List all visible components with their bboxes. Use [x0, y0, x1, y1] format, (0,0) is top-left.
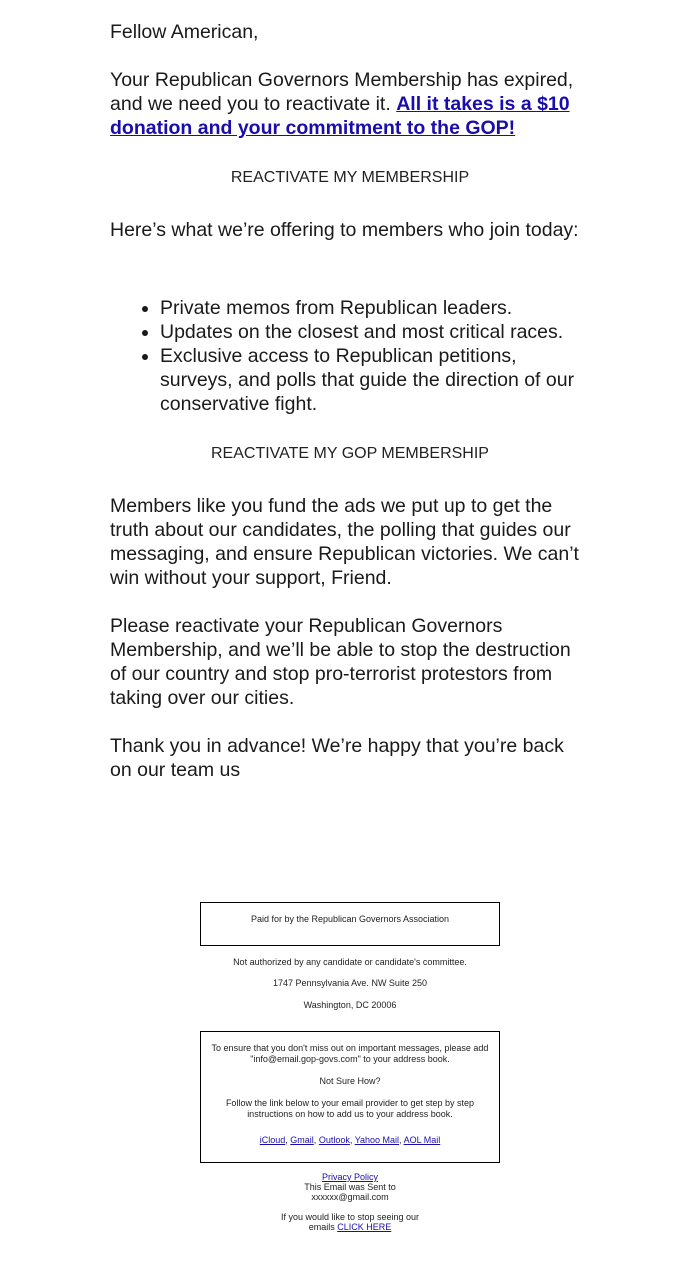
intro-paragraph	[110, 68, 590, 140]
benefit-item: • Private memos from Republican leaders.	[160, 296, 590, 320]
footer-bottom	[275, 1172, 425, 1232]
yahoo-mail-link[interactable]: Yahoo Mail	[354, 1135, 400, 1145]
not-authorized-text: Not authorized by any candidate or candidate's committee.	[233, 957, 467, 967]
unsubscribe-paragraph	[275, 1212, 425, 1232]
not-sure-text: Not Sure How?	[319, 1076, 381, 1086]
icloud-link[interactable]: iCloud	[259, 1135, 286, 1145]
sent-to-email: xxxxxx@gmail.com	[311, 1192, 389, 1202]
unsubscribe-text: If you would like to stop seeing our emails	[280, 1212, 420, 1232]
reactivate-paragraph: Please reactivate your Republican Governors Membership, and we’ll be able to stop the destruction of our country and stop pro-terrorist protestors from taking over our cities.	[110, 615, 571, 709]
email-provider-links: iCloud, Gmail, Outlook, Yahoo Mail, AOL Mail	[259, 1135, 441, 1145]
offer-intro: Here’s what we’re offering to members who join today:	[110, 219, 579, 241]
benefit-item: • Exclusive access to Republican petitions, surveys, and polls that guide the direction of our conservative fight.	[160, 344, 590, 416]
address-line-2: Washington, DC 20006	[303, 1000, 397, 1010]
address-book-box	[200, 1031, 500, 1163]
gmail-link[interactable]: Gmail	[290, 1135, 314, 1145]
follow-link-text: Follow the link below to your email provider to get step by step instructions on how to add us to your address book.	[225, 1098, 475, 1119]
benefits-list	[110, 296, 590, 416]
thanks-paragraph: Thank you in advance! We’re happy that you’re back on our team us	[110, 735, 564, 781]
reactivate-gop-membership-button[interactable]: REACTIVATE MY GOP MEMBERSHIP	[211, 445, 489, 462]
outlook-link[interactable]: Outlook	[318, 1135, 350, 1145]
donate-link[interactable]: All it takes is a $10 donation and your commitment to the GOP!	[110, 93, 570, 139]
intro-text: Your Republican Governors Membership has expired, and we need you to reactivate it.	[110, 69, 574, 115]
aol-mail-link[interactable]: AOL Mail	[403, 1135, 441, 1145]
unsubscribe-link[interactable]: CLICK HERE	[337, 1222, 392, 1232]
benefit-item: • Updates on the closest and most critical races.	[160, 320, 590, 344]
fund-paragraph: Members like you fund the ads we put up to get the truth about our candidates, the polling that guides our messaging, and ensure Republican victories. We can’t win without your support, Friend.	[110, 495, 579, 589]
paid-for-disclaimer-box	[200, 902, 500, 946]
reactivate-membership-button[interactable]: REACTIVATE MY MEMBERSHIP	[230, 169, 470, 186]
address-book-notice: To ensure that you don't miss out on important messages, please add "info@email.gop-govs.com" to your address book.	[211, 1043, 489, 1064]
greeting: Fellow American,	[110, 21, 259, 43]
privacy-policy-link[interactable]: Privacy Policy	[321, 1172, 378, 1182]
paid-for-text: Paid for by the Republican Governors Association	[250, 914, 450, 924]
sent-to-label: This Email was Sent to	[304, 1182, 396, 1192]
address-line-1: 1747 Pennsylvania Ave. NW Suite 250	[273, 978, 427, 988]
